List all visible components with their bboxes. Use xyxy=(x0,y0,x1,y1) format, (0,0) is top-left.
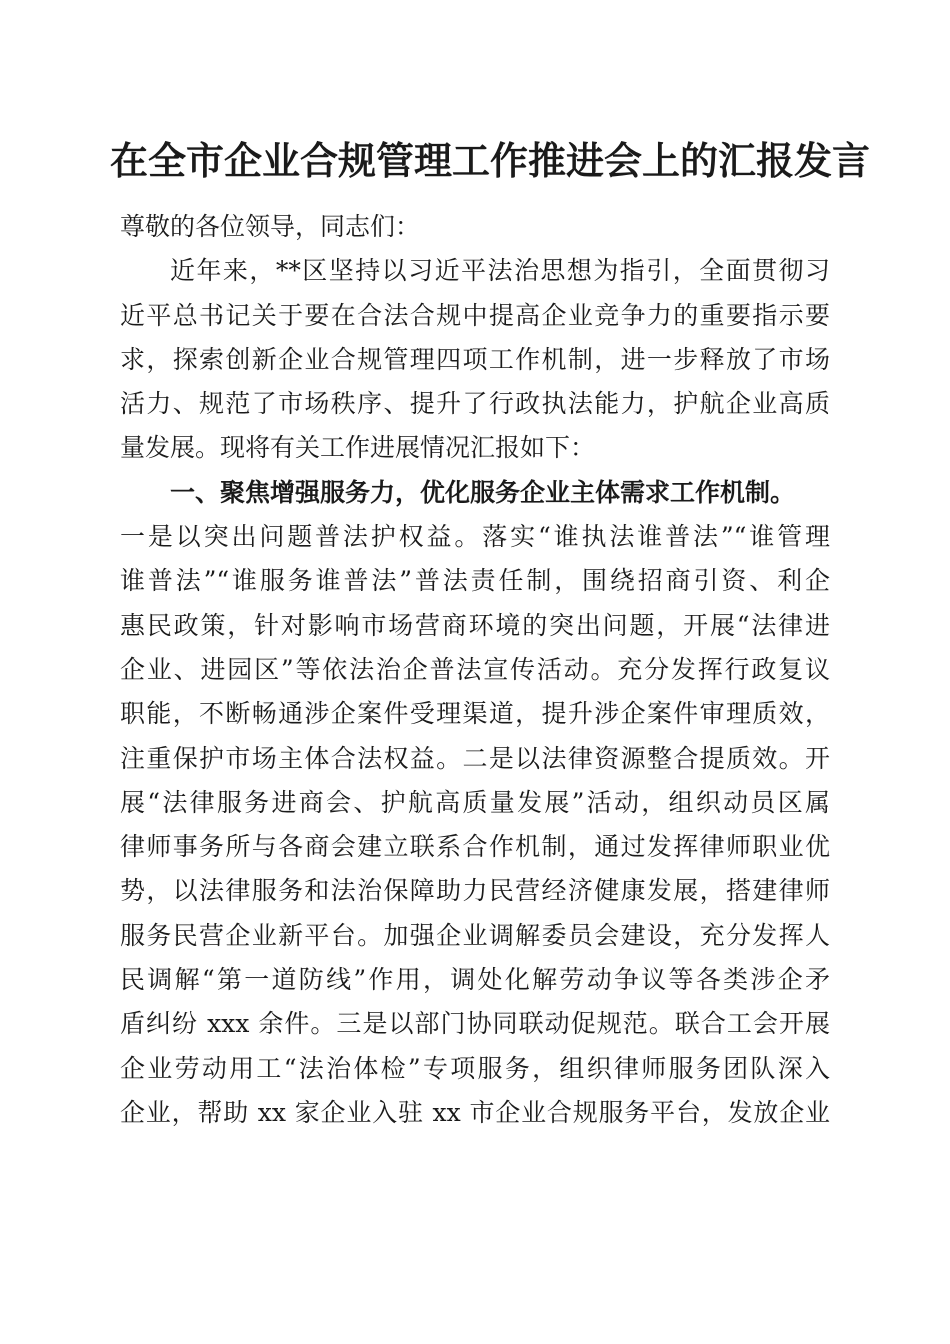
paragraph-line: 企业、进园区”等依法治企普法宣传活动。充分发挥行政复议 xyxy=(120,654,830,684)
paragraph-line: 近年来，**区坚持以习近平法治思想为指引，全面贯彻习 xyxy=(170,256,830,286)
paragraph-line: 企业，帮助 xx 家企业入驻 xx 市企业合规服务平台，发放企业 xyxy=(120,1097,830,1127)
paragraph-line: 盾纠纷 xxx 余件。三是以部门协同联动促规范。联合工会开展 xyxy=(120,1009,830,1039)
paragraph-line: 注重保护市场主体合法权益。二是以法律资源整合提质效。开 xyxy=(120,743,830,773)
paragraph-line: 企业劳动用工“法治体检”专项服务，组织律师服务团队深入 xyxy=(120,1053,830,1083)
paragraph-line: 谁普法”“谁服务谁普法”普法责任制，围绕招商引资、利企 xyxy=(120,566,830,596)
paragraph-line: 活力、规范了市场秩序、提升了行政执法能力，护航企业高质 xyxy=(120,389,830,419)
paragraph-line: 展“法律服务进商会、护航高质量发展”活动，组织动员区属 xyxy=(120,787,830,817)
paragraph-line: 民调解“第一道防线”作用，调处化解劳动争议等各类涉企矛 xyxy=(120,965,830,995)
paragraph-line: 求，探索创新企业合规管理四项工作机制，进一步释放了市场 xyxy=(120,344,830,374)
paragraph-line: 一是以突出问题普法护权益。落实“谁执法谁普法”“谁管理 xyxy=(120,522,830,552)
paragraph-line: 服务民营企业新平台。加强企业调解委员会建设，充分发挥人 xyxy=(120,920,830,950)
paragraph-line: 惠民政策，针对影响市场营商环境的突出问题，开展“法律进 xyxy=(120,610,830,640)
section-heading: 一、聚焦增强服务力，优化服务企业主体需求工作机制。 xyxy=(170,477,796,507)
paragraph-line: 势，以法律服务和法治保障助力民营经济健康发展，搭建律师 xyxy=(120,876,830,906)
document-title: 在全市企业合规管理工作推进会上的汇报发言 xyxy=(110,138,871,183)
salutation: 尊敬的各位领导，同志们： xyxy=(120,212,421,241)
paragraph-line: 近平总书记关于要在合法合规中提高企业竞争力的重要指示要 xyxy=(120,300,830,330)
paragraph-line: 职能，不断畅通涉企案件受理渠道，提升涉企案件审理质效， xyxy=(120,699,830,729)
paragraph-line: 律师事务所与各商会建立联系合作机制，通过发挥律师职业优 xyxy=(120,832,830,862)
paragraph-line: 量发展。现将有关工作进展情况汇报如下： xyxy=(120,433,596,463)
document-body xyxy=(120,205,830,1135)
